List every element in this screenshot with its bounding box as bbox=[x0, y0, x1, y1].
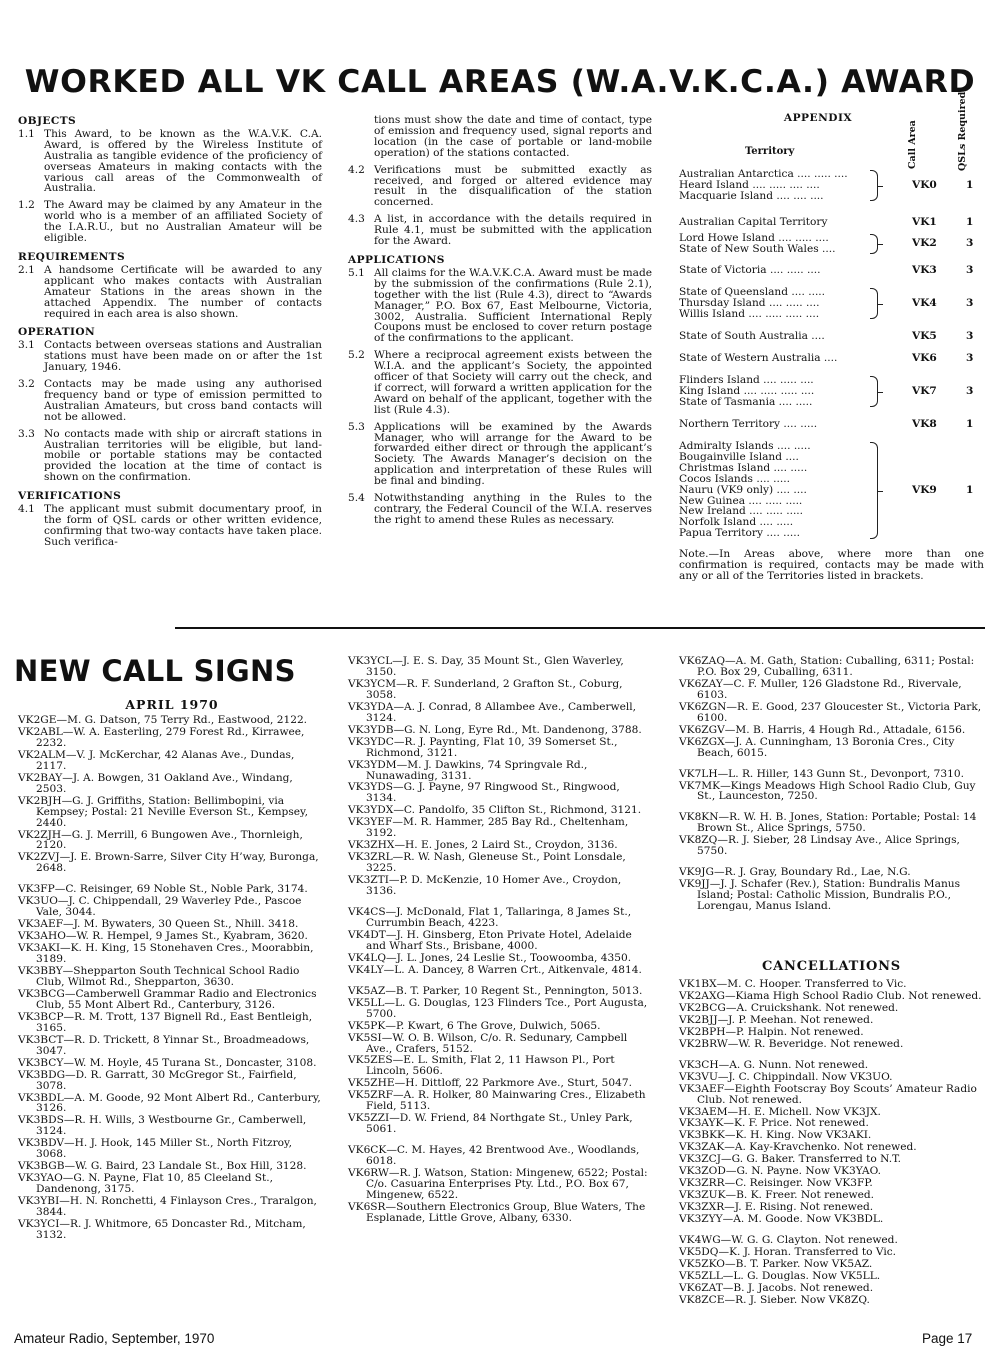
rule-number: 4.1 bbox=[18, 503, 35, 516]
call-sign-entry: VK6ZGX—J. A. Cunningham, 13 Boronia Cres., City Beach, 6015. bbox=[679, 735, 955, 759]
call-area-value: VK2 bbox=[912, 237, 937, 249]
call-sign-entry: VK5SI—W. O. B. Wilson, C/o. R. Sedunary, Campbell Ave., Crafers, 5152. bbox=[348, 1031, 628, 1055]
rule-5-3 bbox=[348, 422, 652, 487]
territory-name: State of Western Australia .... bbox=[679, 352, 838, 364]
call-sign-entry: VK8KN—R. W. H. B. Jones, Station: Portable; Postal: 14 Brown St., Alice Springs, 5750. bbox=[679, 811, 977, 835]
cancellation-entry: VK3CH—A. G. Nunn. Not renewed. bbox=[679, 1058, 869, 1071]
call-sign-entry: VK3ZHX—H. E. Jones, 2 Laird St., Croydon, 3136. bbox=[348, 839, 618, 852]
cancellation-entry: VK2BJJ—J. P. Meehan. Not renewed. bbox=[679, 1013, 874, 1026]
call-sign-entry: VK3YCM—R. F. Sunderland, 2 Grafton St., Coburg, 3058. bbox=[348, 677, 623, 701]
cancellation-entry: VK3VU—J. C. Chippindall. Now VK3UO. bbox=[679, 1070, 893, 1083]
call-sign-entry: VK3BDV—H. J. Hook, 145 Miller St., North Fitzroy, 3068. bbox=[18, 1137, 292, 1161]
group-brace bbox=[870, 170, 878, 201]
call-sign-entry: VK5AZ—B. T. Parker, 10 Regent St., Pennington, 5013. bbox=[348, 984, 643, 997]
call-sign-entry: VK3YCI—R. J. Whitmore, 65 Doncaster Rd., Mitcham, 3132. bbox=[18, 1217, 306, 1241]
rule-1-1 bbox=[18, 129, 322, 194]
rule-text: tions must show the date and time of contact, type of emission and frequency used, signal reports and location (in the case of portable or land-mobile operation) of the stations contacted. bbox=[374, 114, 652, 159]
call-sign-entry: VK3BCP—R. M. Trott, 137 Bignell Rd., East Bentleigh, 3165. bbox=[18, 1010, 313, 1034]
territory-name: State of Victoria .... ..... .... bbox=[679, 264, 821, 276]
rule-text: A list, in accordance with the details required in Rule 4.1, must be submitted with the application for the Award. bbox=[374, 213, 652, 248]
territory-name: Australian Capital Territory bbox=[679, 216, 828, 228]
territory-name: Flinders Island .... ..... .... bbox=[679, 374, 814, 386]
qsls-required-value: 1 bbox=[966, 484, 974, 496]
appendix-row-vk5 bbox=[679, 331, 984, 342]
territory-name: Norfolk Island .... ..... bbox=[679, 516, 794, 529]
cancellations-title: CANCELLATIONS bbox=[762, 959, 901, 974]
rule-text: Applications will be examined by the Awards Manager, who will arrange for the Award to be forwarded either direct or through the applicant’s Society. The Awards Manager’s decision on the application and interpretation of these Rules will be final and binding. bbox=[374, 420, 652, 488]
call-sign-entry: VK2ZJH—G. J. Merrill, 6 Bungowen Ave., Thornleigh, 2120. bbox=[18, 828, 303, 852]
call-sign-entry: VK5ZHE—H. Dittloff, 22 Parkmore Ave., Sturt, 5047. bbox=[348, 1077, 632, 1090]
call-sign-entry: VK6ZAY—C. F. Muller, 126 Gladstone Rd., Rivervale, 6103. bbox=[679, 677, 962, 701]
call-sign-entry: VK2GE—M. G. Datson, 75 Terry Rd., Eastwood, 2122. bbox=[18, 714, 308, 726]
appendix-note: Note.—In Areas above, where more than one confirmation is required, contacts may be made with any or all of the Territories listed in brackets. bbox=[679, 548, 984, 582]
call-signs-list-2 bbox=[348, 656, 653, 1225]
group-brace-tip bbox=[878, 186, 883, 187]
award-rules-column-1 bbox=[18, 116, 322, 554]
call-sign-entry: VK3BBY—Shepparton South Technical School Radio Club, Wilmot Rd., Shepparton, 3630. bbox=[18, 965, 300, 988]
call-area-value: VK7 bbox=[912, 385, 937, 397]
call-area-value: VK6 bbox=[912, 352, 937, 364]
call-sign-entry: VK3BGB—W. G. Baird, 23 Landale St., Box Hill, 3128. bbox=[18, 1160, 307, 1173]
objects-heading: OBJECTS bbox=[18, 115, 77, 127]
applications-heading: APPLICATIONS bbox=[348, 253, 445, 266]
call-sign-entry: VK5LL—L. G. Douglas, 123 Flinders Tce., Port Augusta, 5700. bbox=[348, 996, 648, 1020]
call-sign-entry: VK6ZAQ—A. M. Gath, Station: Cuballing, 6311; Postal: P.O. Box 29, Cuballing, 6311. bbox=[679, 655, 975, 678]
territory-name: New Ireland .... ..... ..... bbox=[679, 505, 804, 518]
rule-text: Notwithstanding anything in the Rules to the contrary, the Federal Council of the W.I.A. reserves the right to amend these Rules as necessary. bbox=[374, 492, 652, 526]
territory-name: Papua Territory .... ..... bbox=[679, 527, 801, 540]
call-sign-entry: VK3AKI—K. H. King, 15 Stonehaven Cres., Moorabbin, 3189. bbox=[18, 942, 314, 966]
call-sign-entry: VK3BDS—R. H. Wills, 3 Westbourne Gr., Camberwell, 3124. bbox=[18, 1114, 307, 1138]
cancellation-entry: VK8ZCE—R. J. Sieber. Now VK8ZQ. bbox=[679, 1293, 870, 1306]
cancellations-list bbox=[679, 979, 984, 1307]
rule-number: 5.1 bbox=[348, 266, 365, 279]
call-sign-entry: VK6SR—Southern Electronics Group, Blue Waters, The Esplanade, Little Grove, Albany, 6330. bbox=[348, 1200, 646, 1224]
call-sign-entry: VK3BCY—W. M. Hoyle, 45 Turana St., Doncaster, 3108. bbox=[18, 1056, 317, 1069]
rule-number: 3.3 bbox=[18, 427, 35, 440]
verifications-heading: VERIFICATIONS bbox=[18, 490, 122, 503]
call-sign-entry: VK3YAO—G. N. Payne, Flat 10, 85 Cleeland St., Dandenong, 3175. bbox=[18, 1172, 274, 1196]
cancellation-entry: VK5DQ—K. J. Horan. Transferred to Vic. bbox=[679, 1246, 897, 1259]
group-brace bbox=[870, 442, 878, 539]
rule-3-3 bbox=[18, 429, 322, 484]
rule-4-1-continued bbox=[348, 115, 652, 159]
call-signs-list-1 bbox=[18, 715, 325, 1242]
call-sign-entry: VK3YDX—C. Pandolfo, 35 Clifton St., Richmond, 3121. bbox=[348, 804, 642, 817]
call-sign-entry: VK7LH—L. R. Hiller, 143 Gunn St., Devonport, 7310. bbox=[679, 767, 964, 780]
group-brace bbox=[870, 234, 878, 254]
appendix-row-vk1 bbox=[679, 217, 984, 228]
cancellation-entry: VK3ZOD—G. N. Payne. Now VK3YAO. bbox=[679, 1165, 882, 1178]
call-sign-entry: VK3BDG—D. R. Garratt, 30 McGregor St., Fairfield, 3078. bbox=[18, 1068, 297, 1092]
call-area-value: VK4 bbox=[912, 297, 937, 309]
cancellation-entry: VK3BKK—K. H. King. Now VK3AKI. bbox=[679, 1129, 872, 1142]
call-sign-entry: VK4LQ—J. L. Jones, 24 Leslie St., Toowoomba, 4350. bbox=[348, 951, 632, 964]
call-sign-entry: VK3BCT—R. D. Trickett, 8 Yinnar St., Broadmeadows, 3047. bbox=[18, 1033, 310, 1057]
award-rules-column-2 bbox=[348, 115, 652, 532]
call-sign-entry: VK7MK—Kings Meadows High School Radio Club, Guy St., Launceston, 7250. bbox=[679, 779, 976, 803]
rule-5-1 bbox=[348, 268, 652, 344]
qsls-required-value: 1 bbox=[966, 216, 974, 228]
call-sign-entry: VK2ALM—V. J. McKerchar, 42 Alanas Ave., Dundas, 2117. bbox=[18, 748, 295, 772]
cancellation-entry: VK1BX—M. C. Hooper. Transferred to Vic. bbox=[679, 978, 907, 990]
call-sign-entry: VK3AHO—W. R. Hempel, 9 James St., Kyabram, 3620. bbox=[18, 930, 308, 943]
call-sign-entry: VK3YBI—H. N. Ronchetti, 4 Finlayson Cres., Traralgon, 3844. bbox=[18, 1195, 317, 1219]
group-brace bbox=[870, 376, 878, 407]
qsls-required-value: 3 bbox=[966, 330, 974, 342]
requirements-heading: REQUIREMENTS bbox=[18, 250, 125, 263]
cancellation-entry: VK2BRW—W. R. Beveridge. Not renewed. bbox=[679, 1037, 904, 1050]
territory-name: Willis Island .... ..... ..... .... bbox=[679, 307, 820, 320]
cancellation-entry: VK2BCG—A. Cruickshank. Not renewed. bbox=[679, 1001, 899, 1014]
call-sign-entry: VK3YDS—G. J. Payne, 97 Ringwood St., Ringwood, 3134. bbox=[348, 781, 620, 805]
call-sign-entry: VK2ZVJ—J. E. Brown-Sarre, Silver City H’way, Buronga, 2648. bbox=[18, 851, 319, 875]
appendix-title: APPENDIX bbox=[783, 112, 853, 124]
call-sign-entry: VK3ZTI—P. D. McKenzie, 10 Homer Ave., Croydon, 3136. bbox=[348, 874, 622, 898]
call-sign-entry: VK2BAY—J. A. Bowgen, 31 Oakland Ave., Windang, 2503. bbox=[18, 771, 293, 795]
call-area-column-header: Call Area bbox=[907, 120, 918, 169]
group-brace-tip bbox=[878, 304, 883, 305]
rule-5-2 bbox=[348, 350, 652, 415]
rule-text: Verifications must be submitted exactly as received, and forged or altered evidence may result in the disqualification of the station concerned. bbox=[374, 163, 652, 209]
cancellation-entry: VK3ZRR—C. Reisinger. Now VK3FP. bbox=[679, 1177, 873, 1190]
territory-name: New Guinea .... ..... ..... bbox=[679, 494, 803, 507]
appendix-row-vk9 bbox=[679, 441, 984, 539]
call-sign-entry: VK3ZRL—R. W. Nash, Gleneuse St., Point Lonsdale, 3225. bbox=[348, 851, 626, 875]
call-sign-entry: VK3FP—C. Reisinger, 69 Noble St., Noble Park, 3174. bbox=[18, 883, 308, 896]
call-sign-entry: VK2BJH—G. J. Griffiths, Station: Bellimbopini, via Kempsey; Postal: 21 Neville Everson St., Kempsey, 2440. bbox=[18, 794, 308, 829]
rule-1-2 bbox=[18, 200, 322, 244]
call-sign-entry: VK4LY—L. A. Dancey, 8 Warren Crt., Aitkenvale, 4814. bbox=[348, 963, 642, 976]
call-sign-entry: VK3YDA—A. J. Conrad, 8 Allambee Ave., Camberwell, 3124. bbox=[348, 700, 637, 724]
call-sign-entry: VK3BCG—Camberwell Grammar Radio and Electronics Club, 55 Mont Albert Rd., Canterbury, 3126. bbox=[18, 987, 317, 1011]
cancellation-entry: VK3AEM—H. E. Michell. Now VK3JX. bbox=[679, 1105, 881, 1118]
rule-text: The Award may be claimed by any Amateur in the world who is a member of an affiliated Society of the I.A.R.U., but no Australian Amateur will be eligible. bbox=[44, 199, 322, 245]
rule-4-3 bbox=[348, 214, 652, 247]
rule-number: 4.3 bbox=[348, 213, 365, 226]
territory-name: Macquarie Island .... .... .... bbox=[679, 189, 824, 202]
page-title: WORKED ALL VK CALL AREAS (W.A.V.K.C.A.) AWARD bbox=[24, 64, 976, 100]
territory-column-header: Territory bbox=[745, 146, 795, 157]
rule-text: Contacts between overseas stations and Australian stations must have been made on or after the 1st January, 1946. bbox=[44, 339, 322, 374]
call-area-value: VK3 bbox=[912, 264, 937, 276]
rule-text: Contacts may be made using any authorised frequency band or type of emission permitted to Australian Amateurs, but cross band contacts will not be allowed. bbox=[44, 378, 322, 423]
call-signs-list-3 bbox=[679, 656, 984, 913]
rule-text: A handsome Certificate will be awarded to any applicant who makes contacts with Australian Amateur Stations in the areas shown in the attached Appendix. The number of contacts required in each area is also shown. bbox=[44, 263, 322, 320]
call-sign-entry: VK4DT—J. H. Ginsberg, Eton Private Hotel, Adelaide and Wharf Sts., Brisbane, 4000. bbox=[348, 928, 632, 952]
cancellation-entry: VK3ZXR—J. E. Rising. Not renewed. bbox=[679, 1201, 874, 1214]
cancellation-entry: VK3AEF—Eighth Footscray Boy Scouts’ Amateur Radio Club. Not renewed. bbox=[679, 1082, 977, 1106]
rule-text: The applicant must submit documentary proof, in the form of QSL cards or other written evidence, confirming that two-way contacts have taken place. Such verifica- bbox=[44, 503, 322, 548]
territory-name: Bougainville Island .... bbox=[679, 450, 799, 463]
call-sign-entry: VK5PK—P. Kwart, 6 The Grove, Dulwich, 5065. bbox=[348, 1019, 601, 1032]
territory-name: Nauru (VK9 only) .... .... bbox=[679, 483, 807, 496]
territory-name: Admiralty Islands .... ..... bbox=[679, 440, 811, 452]
cancellation-entry: VK3ZUK—B. K. Freer. Not renewed. bbox=[679, 1189, 875, 1202]
group-brace bbox=[870, 288, 878, 319]
call-sign-entry: VK9JG—R. J. Gray, Boundary Rd., Lae, N.G. bbox=[679, 866, 911, 879]
call-sign-entry: VK3YDC—R. J. Paynting, Flat 10, 39 Somerset St., Richmond, 3121. bbox=[348, 735, 618, 759]
rule-3-2 bbox=[18, 379, 322, 423]
cancellation-entry: VK6ZAT—B. J. Jacobs. Not renewed. bbox=[679, 1281, 874, 1294]
rule-text: Where a reciprocal agreement exists between the W.I.A. and the applicant’s Society, the appointed officer of that Society will carry out the check, and if correct, will forward a written application for the Award on behalf of the applicant, together with the list (Rule 4.3). bbox=[374, 349, 652, 416]
call-area-value: VK9 bbox=[912, 484, 937, 496]
rule-number: 3.1 bbox=[18, 339, 35, 352]
territory-name: Australian Antarctica .... ..... .... bbox=[679, 168, 848, 180]
rule-number: 5.3 bbox=[348, 420, 365, 433]
call-sign-entry: VK3AEF—J. M. Bywaters, 30 Queen St., Nhill. 3418. bbox=[18, 918, 299, 931]
call-sign-entry: VK6RW—R. J. Watson, Station: Mingenew, 6522; Postal: C/o. Casuarina Enterprises Pty. Ltd., P.O. Box 67, Mingenew, 6522. bbox=[348, 1167, 648, 1201]
call-area-value: VK0 bbox=[912, 179, 937, 191]
territory-name: King Island .... ..... ..... .... bbox=[679, 384, 815, 397]
call-area-value: VK8 bbox=[912, 418, 937, 430]
appendix-row-vk7 bbox=[679, 375, 984, 408]
call-sign-entry: VK3UO—J. C. Chippendall, 29 Waverley Pde., Pascoe Vale, 3044. bbox=[18, 895, 302, 919]
group-brace-tip bbox=[878, 392, 883, 393]
qsls-required-value: 3 bbox=[966, 264, 974, 276]
call-sign-entry: VK6ZGN—R. E. Good, 237 Gloucester St., Victoria Park, 6100. bbox=[679, 700, 982, 724]
call-sign-entry: VK3YDB—G. N. Long, Eyre Rd., Mt. Dandenong, 3788. bbox=[348, 723, 642, 736]
qsls-column-header: QSLs Required bbox=[957, 91, 968, 171]
qsls-required-value: 1 bbox=[966, 418, 974, 430]
territory-name: Thursday Island .... ..... .... bbox=[679, 296, 820, 309]
cancellation-entry: VK3AYK—K. F. Price. Not renewed. bbox=[679, 1117, 869, 1130]
rule-number: 1.2 bbox=[18, 199, 35, 212]
cancellation-entry: VK3ZYY—A. M. Goode. Now VK3BDL. bbox=[679, 1213, 884, 1226]
call-sign-entry: VK5ZZI—D. W. Friend, 84 Northgate St., Unley Park, 5061. bbox=[348, 1112, 633, 1136]
appendix-row-vk2 bbox=[679, 233, 984, 255]
rule-number: 2.1 bbox=[18, 263, 35, 276]
rule-5-4 bbox=[348, 493, 652, 526]
rule-number: 5.2 bbox=[348, 349, 365, 362]
territory-name: State of New South Wales .... bbox=[679, 242, 836, 255]
month-subtitle: APRIL 1970 bbox=[125, 697, 219, 712]
new-call-signs-title: NEW CALL SIGNS bbox=[14, 654, 296, 688]
qsls-required-value: 3 bbox=[966, 237, 974, 249]
cancellation-entry: VK3ZAK—A. Kay-Kravchenko. Not renewed. bbox=[679, 1141, 917, 1154]
group-brace-tip bbox=[878, 244, 883, 245]
cancellation-entry: VK2AXG—Kiama High School Radio Club. Not renewed. bbox=[679, 989, 982, 1002]
cancellation-entry: VK5ZKO—B. T. Parker. Now VK5AZ. bbox=[679, 1257, 873, 1270]
call-sign-entry: VK5ZRF—A. R. Holker, 80 Mainwaring Cres., Elizabeth Field, 5113. bbox=[348, 1089, 646, 1113]
rule-4-2 bbox=[348, 165, 652, 209]
appendix-row-vk4 bbox=[679, 287, 984, 320]
call-area-value: VK5 bbox=[912, 330, 937, 342]
territory-name: State of South Australia .... bbox=[679, 330, 825, 342]
rule-number: 3.2 bbox=[18, 378, 35, 391]
cancellation-entry: VK2BPH—P. Halpin. Not renewed. bbox=[679, 1025, 864, 1038]
call-sign-entry: VK3YEF—M. R. Hammer, 285 Bay Rd., Cheltenham, 3192. bbox=[348, 816, 629, 840]
qsls-required-value: 3 bbox=[966, 352, 974, 364]
rule-text: This Award, to be known as the W.A.V.K. C.A. Award, is offered by the Wireless Institute of Australia as tangible evidence of the proficiency of overseas Amateurs in making contacts with the various call areas of the Commonwealth of Australia. bbox=[44, 127, 322, 195]
appendix-row-vk3 bbox=[679, 265, 984, 276]
territory-name: State of Queensland .... ..... bbox=[679, 286, 826, 298]
rule-text: All claims for the W.A.V.K.C.A. Award must be made by the submission of the confirmations (Rule 2.1), together with the list (Rule 4.3), direct to “Awards Manager,” P.O. Box 67, East Melbourne, Victoria, 3002, Australia. Sufficient International Reply Coupons must be enclosed to cover return postage of the confirmations to the applicant. bbox=[374, 266, 652, 345]
call-sign-entry: VK3YCL—J. E. S. Day, 35 Mount St., Glen Waverley, 3150. bbox=[348, 655, 624, 678]
territory-name: Cocos Islands .... ..... bbox=[679, 472, 791, 485]
qsls-required-value: 3 bbox=[966, 297, 974, 309]
group-brace-tip bbox=[878, 491, 883, 492]
appendix-row-vk8 bbox=[679, 419, 984, 430]
cancellation-entry: VK4WG—W. G. G. Clayton. Not renewed. bbox=[679, 1234, 898, 1247]
territory-name: Northern Territory .... ..... bbox=[679, 418, 818, 430]
appendix-row-vk6 bbox=[679, 353, 984, 364]
call-sign-entry: VK3YDM—M. J. Dawkins, 74 Springvale Rd., Nunawading, 3131. bbox=[348, 758, 588, 782]
territory-name: Heard Island .... ..... .... .... bbox=[679, 178, 820, 191]
call-sign-entry: VK6ZGV—M. B. Harris, 4 Hough Rd., Attadale, 6156. bbox=[679, 723, 966, 736]
territory-name: Christmas Island .... ..... bbox=[679, 461, 808, 474]
qsls-required-value: 3 bbox=[966, 385, 974, 397]
rule-2-1 bbox=[18, 265, 322, 320]
rule-number: 5.4 bbox=[348, 492, 365, 505]
call-sign-entry: VK3BDL—A. M. Goode, 92 Mont Albert Rd., Canterbury, 3126. bbox=[18, 1091, 321, 1115]
call-sign-entry: VK8ZQ—R. J. Sieber, 28 Lindsay Ave., Alice Springs, 5750. bbox=[679, 834, 960, 858]
rule-3-1 bbox=[18, 340, 322, 373]
rule-4-1 bbox=[18, 504, 322, 548]
footer-publication: Amateur Radio, September, 1970 bbox=[14, 1331, 215, 1346]
cancellation-entry: VK5ZLL—L. G. Douglas. Now VK5LL. bbox=[679, 1269, 881, 1282]
footer-page-number: Page 17 bbox=[922, 1331, 973, 1346]
rule-number: 4.2 bbox=[348, 163, 365, 176]
cancellation-entry: VK3ZCJ—G. G. Baker. Transferred to N.T. bbox=[679, 1153, 901, 1166]
rule-text: No contacts made with ship or aircraft stations in Australian territories will be eligible, but land-mobile or portable stations may be contacted provided the location at the time of contact is shown on the confirmation. bbox=[44, 427, 322, 484]
appendix-row-vk0 bbox=[679, 169, 984, 202]
qsls-required-value: 1 bbox=[966, 179, 974, 191]
operation-heading: OPERATION bbox=[18, 326, 96, 339]
territory-name: State of Tasmania .... ..... bbox=[679, 395, 813, 408]
call-sign-entry: VK6CK—C. M. Hayes, 42 Brentwood Ave., Woodlands, 6018. bbox=[348, 1144, 640, 1168]
call-sign-entry: VK4CS—J. McDonald, Flat 1, Tallaringa, 8 James St., Currumbin Beach, 4223. bbox=[348, 906, 632, 929]
call-sign-entry: VK5ZES—E. L. Smith, Flat 2, 11 Hawson Pl., Port Lincoln, 5606. bbox=[348, 1054, 615, 1078]
call-sign-entry: VK9JJ—J. J. Schafer (Rev.), Station: Bundralis Manus Island; Postal: Catholic Mission, Bundralis P.O., Lorengau, Manus Island. bbox=[679, 878, 961, 913]
call-sign-entry: VK2ABL—W. A. Easterling, 279 Forest Rd., Kirrawee, 2232. bbox=[18, 725, 305, 749]
call-area-value: VK1 bbox=[912, 216, 937, 228]
rule-number: 1.1 bbox=[18, 127, 35, 140]
section-divider bbox=[175, 627, 985, 629]
territory-name: Lord Howe Island .... ..... .... bbox=[679, 232, 829, 244]
